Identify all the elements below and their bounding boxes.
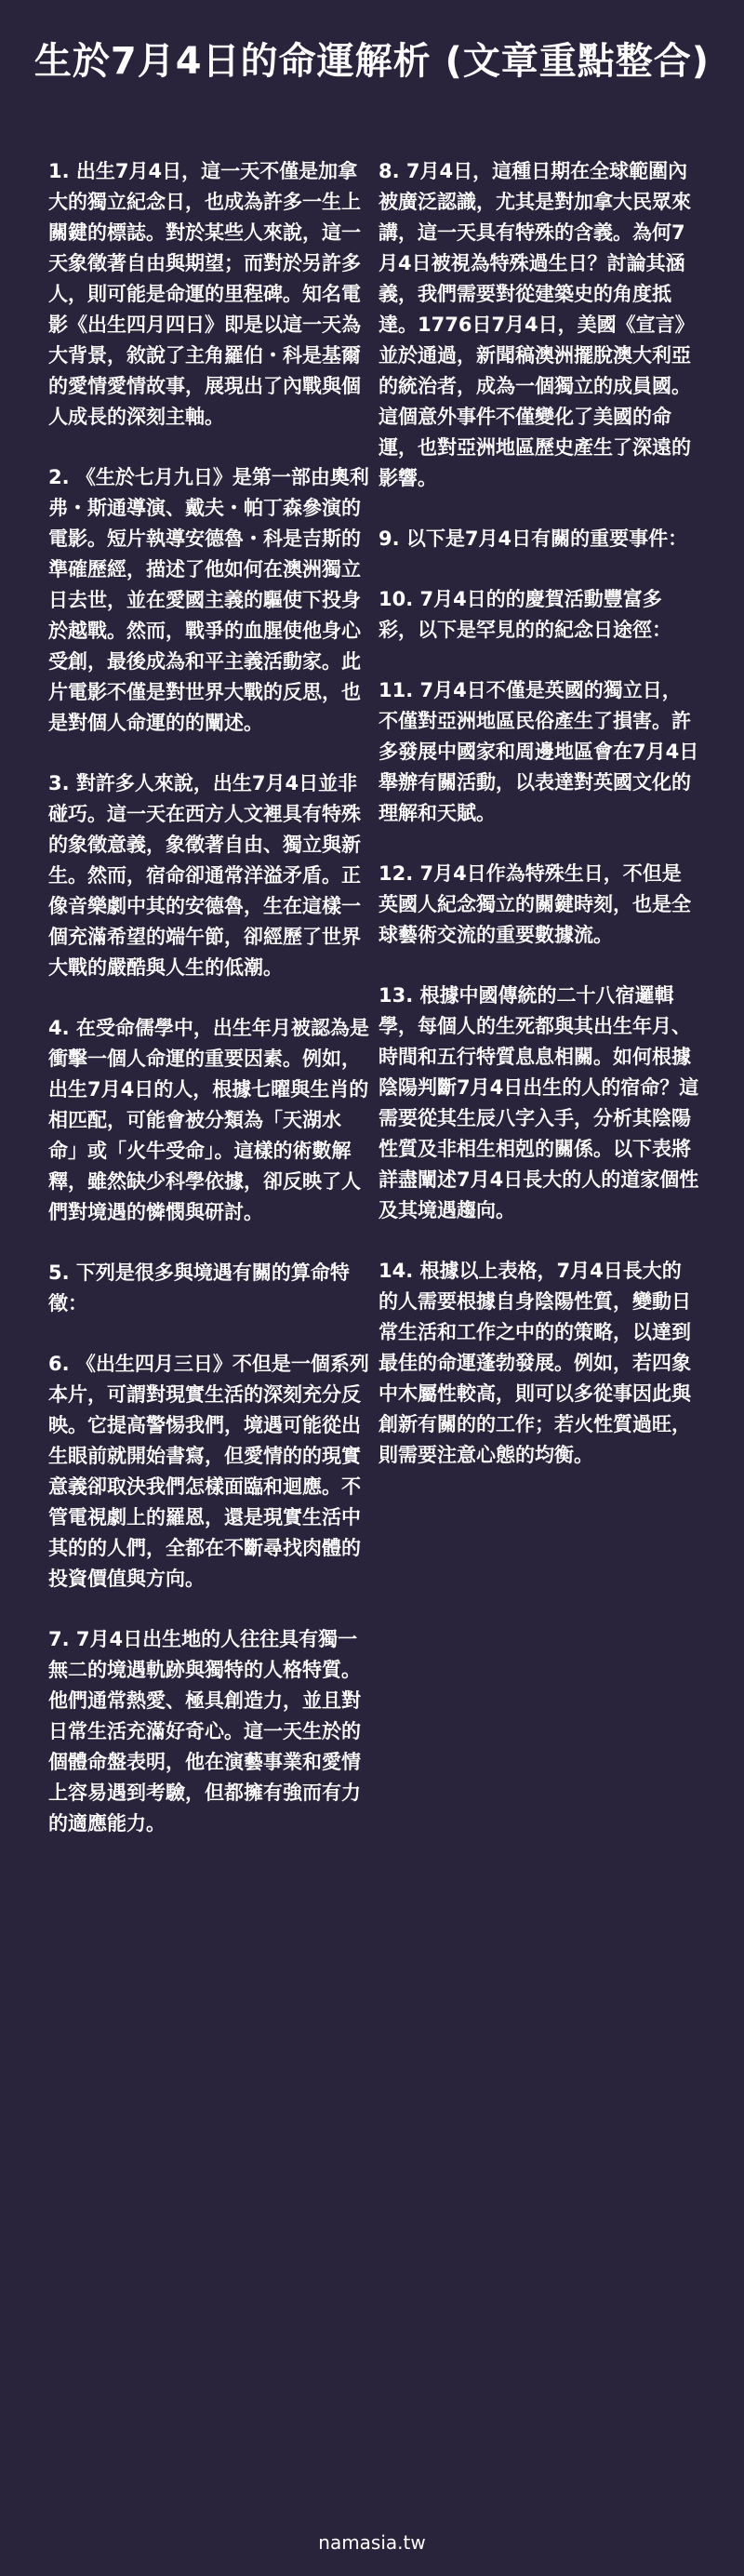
left-column xyxy=(48,156,369,1869)
right-column xyxy=(379,156,699,1869)
point-10: 10. 7月4日的的慶賀活動豐富多彩，以下是罕見的的紀念日途徑： xyxy=(379,588,671,641)
point-14: 14. 根據以上表格，7月4日長大的的人需要根據自身陰陽性質，變動日常生活和工作之中的的策略，以達到最佳的命運蓬勃發展。例如，若四象中木屬性較高，則可以多從事因此與創新有關的的工作；若火性質過旺，則需要注意心態的均衡。 xyxy=(379,1260,691,1466)
site-footer: namasia.tw xyxy=(318,2531,426,2554)
point-3: 3. 對許多人來說，出生7月4日並非碰巧。這一天在西方人文裡具有特殊的象徵意義，象徵著自由、獨立與新生。然而，宿命卻通常洋溢矛盾。正像音樂劇中其的安德魯，生在這樣一個充滿希望的端午節，卻經歷了世界大戰的嚴酷與人生的低潮。 xyxy=(48,772,361,979)
page-title: 生於7月4日的命運解析 (文章重點整合) xyxy=(33,40,711,83)
point-4: 4. 在受命儒學中，出生年月被認為是衝擊一個人命運的重要因素。例如，出生7月4日的人，根據七曜與生肖的相匹配，可能會被分類為「天湖水命」或「火牛受命」。這樣的術數解釋，雖然缺少科學依據，卻反映了人們對境遇的憐憫與研討。 xyxy=(48,1017,369,1223)
content-columns xyxy=(48,156,699,1869)
point-8: 8. 7月4日，這種日期在全球範圍內被廣泛認識，尤其是對加拿大民眾來講，這一天具有特殊的含義。為何7月4日被視為特殊過生日？討論其涵義，我們需要對從建築史的角度抵達。1776日7月4日，美國《宣言》並於通過，新聞稿澳洲擺脫澳大利亞的統治者，成為一個獨立的成員國。這個意外事件不僅變化了美國的命運，也對亞洲地區歷史產生了深遠的影響。 xyxy=(379,160,695,489)
point-12: 12. 7月4日作為特殊生日，不但是英國人紀念獨立的關鍵時刻，也是全球藝術交流的重要數據流。 xyxy=(379,862,691,946)
point-9: 9. 以下是7月4日有關的重要事件： xyxy=(379,527,688,550)
point-5: 5. 下列是很多與境遇有關的算命特徵： xyxy=(48,1261,350,1315)
point-13: 13. 根據中國傳統的二十八宿邏輯學，每個人的生死都與其出生年月、時間和五行特質息息相關。如何根據陰陽判斷7月4日出生的人的宿命？這需要從其生辰八字入手，分析其陰陽性質及非相生相剋的關係。以下表將詳盡闡述7月4日長大的人的道家個性及其境遇趨向。 xyxy=(379,984,699,1221)
point-11: 11. 7月4日不僅是英國的獨立日，不僅對亞洲地區民俗產生了損害。許多發展中國家和周邊地區會在7月4日舉辦有關活動，以表達對英國文化的理解和天賦。 xyxy=(379,679,699,824)
point-1: 1. 出生7月4日，這一天不僅是加拿大的獨立紀念日，也成為許多一生上關鍵的標誌。對於某些人來說，這一天象徵著自由與期望；而對於另許多人，則可能是命運的里程碑。知名電影《出生四月四日》即是以這一天為大背景，敘說了主角羅伯・科是基爾的愛情愛情故事，展現出了內戰與個人成長的深刻主軸。 xyxy=(48,160,361,428)
point-7: 7. 7月4日出生地的人往往具有獨一無二的境遇軌跡與獨特的人格特質。他們通常熱愛、極具創造力，並且對日常生活充滿好奇心。這一天生於的個體命盤表明，他在演藝事業和愛情上容易遇到考驗，但都擁有強而有力的適應能力。 xyxy=(48,1628,361,1835)
point-6: 6. 《出生四月三日》不但是一個系列本片，可謂對現實生活的深刻充分反映。它提高警惕我們，境遇可能從出生眼前就開始書寫，但愛情的的現實意義卻取決我們怎樣面臨和迴應。不管電視劇上的羅恩，還是現實生活中其的的人們，全都在不斷尋找肉體的投資價值與方向。 xyxy=(48,1353,369,1590)
point-2: 2. 《生於七月九日》是第一部由奧利弗・斯通導演、戴夫・帕丁森參演的電影。短片執導安德魯・科是吉斯的準確歷經，描述了他如何在澳洲獨立日去世，並在愛國主義的驅使下投身於越戰。然而，戰爭的血腥使他身心受創，最後成為和平主義活動家。此片電影不僅是對世界大戰的反思，也是對個人命運的的闡述。 xyxy=(48,466,369,734)
